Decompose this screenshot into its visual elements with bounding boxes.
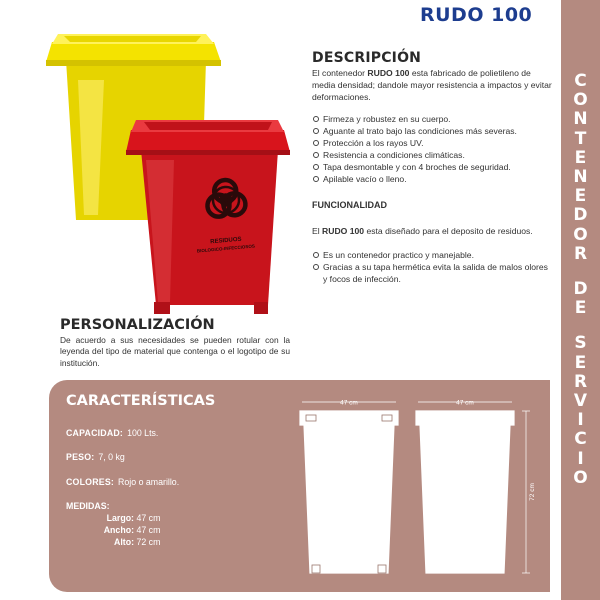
product-illustration <box>46 20 296 320</box>
side-word: D E <box>573 279 588 319</box>
list-item: Protección a los rayos UV. <box>312 137 552 149</box>
personalization-text: De acuerdo a sus necesidades se pueden rotular con la leyenda del tipo de material que contenga o el logotipo de su institución. <box>60 334 290 368</box>
bin-label-line2: BIOLOGICO-INFECCIOSOS <box>196 243 256 254</box>
list-item: Aguante al trato bajo las condiciones más severas. <box>312 125 552 137</box>
list-item: Tapa desmontable y con 4 broches de seguridad. <box>312 161 552 173</box>
side-band <box>561 0 600 600</box>
list-item: Es un contenedor practico y manejable. <box>312 249 552 261</box>
spec-colors: COLORES: Rojo o amarillo. <box>66 477 180 487</box>
spec-weight: PESO: 7, 0 kg <box>66 452 125 462</box>
bin-label-line1: RESIDUOS <box>210 236 242 246</box>
side-view-drawing <box>416 399 530 573</box>
side-word: S E R V I C I O <box>573 333 588 488</box>
functionality-title: FUNCIONALIDAD <box>312 200 387 210</box>
list-item: Resistencia a condiciones climáticas. <box>312 149 552 161</box>
front-width-label: 47 cm <box>340 399 358 407</box>
spec-measures: MEDIDAS: Largo: 47 cm Ancho: 47 cm Alto: 72 cm <box>66 501 161 547</box>
list-item: Firmeza y robustez en su cuerpo. <box>312 113 552 125</box>
technical-drawings <box>290 395 540 585</box>
functionality-section <box>312 225 552 285</box>
personalization-section <box>60 317 290 369</box>
side-word: C O N T E N E D O R <box>573 71 588 264</box>
side-width-label: 47 cm <box>456 399 474 407</box>
description-section <box>312 52 552 299</box>
features-list <box>312 113 552 185</box>
functionality-list <box>312 249 552 285</box>
height-label: 72 cm <box>529 483 536 501</box>
spec-capacity: CAPACIDAD: 100 Lts. <box>66 428 159 438</box>
side-vertical-text <box>561 72 600 504</box>
description-intro: El contenedor RUDO 100 esta fabricado de polietileno de media densidad; dandole mayor resistencia a impactos y evitar deformaciones. <box>312 68 552 102</box>
functionality-text: El RUDO 100 esta diseñado para el deposito de residuos. <box>312 226 533 236</box>
list-item: Apilable vacío o lleno. <box>312 173 552 185</box>
red-bin <box>126 120 290 314</box>
characteristics-title: CARACTERÍSTICAS <box>66 393 216 409</box>
front-view-drawing <box>300 399 398 573</box>
personalization-title: PERSONALIZACIÓN <box>60 317 215 333</box>
list-item: Gracias a su tapa hermética evita la salida de malos olores y focos de infección. <box>312 261 552 285</box>
product-title: RUDO 100 <box>420 4 533 26</box>
description-title: DESCRIPCIÓN <box>312 50 422 66</box>
